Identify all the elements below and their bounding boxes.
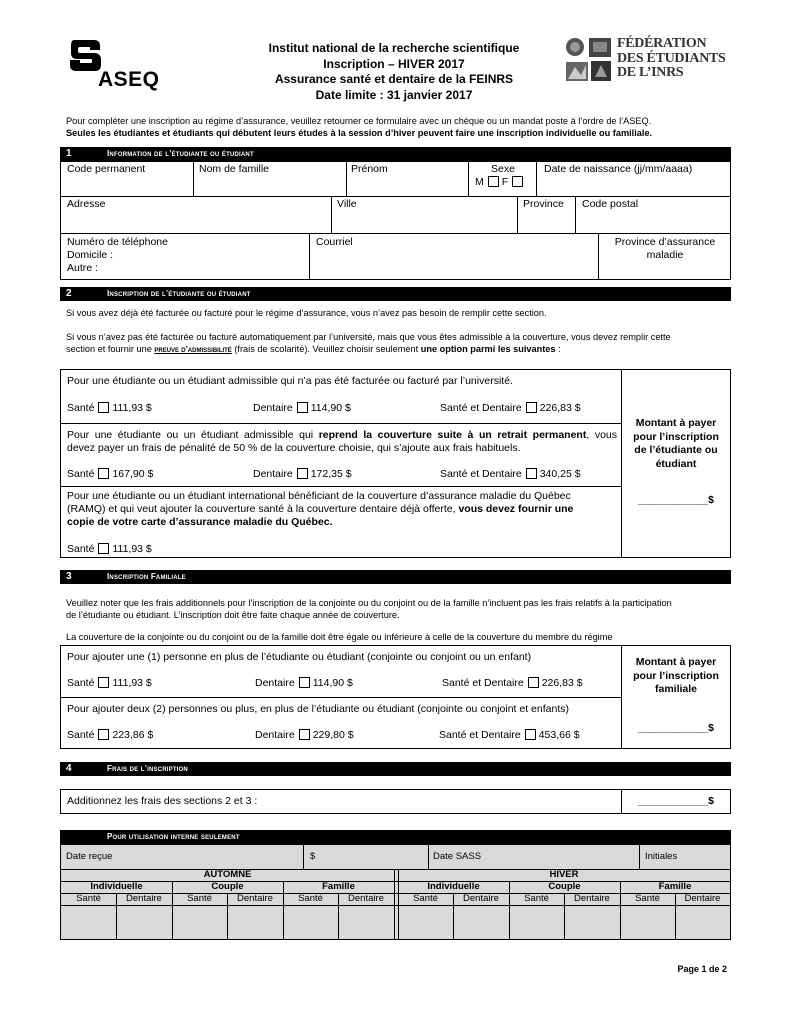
aseq-logo	[66, 38, 166, 94]
s3-opt1-sante-dentaire: Santé et Dentaire 226,83 $	[442, 677, 583, 689]
s2-amount-label: Montant à payer pour l’inscription de l’étudiante ou étudiant	[633, 417, 719, 470]
aut-famille: Famille	[322, 881, 355, 892]
sexe-f-checkbox[interactable]	[512, 176, 523, 187]
s2-opt2-dentaire: Dentaire 172,35 $	[253, 468, 352, 480]
s2-opt2-text: Pour une étudiante ou un étudiant admissible qui reprend la couverture suite à un retrait permanent, vous devez payer un frais de pénalité de 50 % de la couverture choisie, qui s’ajoute aux frais habituels.	[67, 429, 617, 454]
s2-opt1-sd-checkbox[interactable]	[526, 402, 537, 413]
fed-line-1: FÉDÉRATION	[617, 36, 707, 51]
title-line-1: Institut national de la recherche scientifique	[268, 41, 520, 55]
section-4-header	[60, 762, 731, 776]
hiv-ind-dentaire: Dentaire	[463, 893, 499, 904]
section-2-options-grid	[60, 369, 731, 558]
date-recue-label: Date reçue	[66, 851, 113, 862]
federation-logo	[565, 37, 735, 87]
prov-assurance-line-1: Province d’assurance	[614, 236, 716, 248]
province-label: Province	[523, 198, 564, 210]
code-postal-label: Code postal	[582, 198, 639, 210]
section-2-note-2b: section et fournir une preuve d’admissibilité (frais de scolarité). Veuillez choisir seulement une option parmi les suivantes :	[66, 344, 561, 354]
telephone-label: Numéro de téléphone	[67, 236, 168, 248]
hiv-cpl-sante: Santé	[524, 893, 549, 904]
section-3-options-grid	[60, 645, 731, 749]
initiales-label: Initiales	[645, 851, 678, 862]
s3-amount-field[interactable]: ____________$	[638, 722, 714, 734]
section-3-number: 3	[66, 571, 72, 582]
nom-label: Nom de famille	[199, 163, 270, 175]
s2-opt1-dentaire-checkbox[interactable]	[297, 402, 308, 413]
hiv-fam-sante: Santé	[635, 893, 660, 904]
aut-fam-dentaire: Dentaire	[348, 893, 384, 904]
aut-ind-sante: Santé	[76, 893, 101, 904]
s3-opt2-text: Pour ajouter deux (2) personnes ou plus, en plus de l’étudiante ou étudiant (conjointe ou conjoint et enfants)	[67, 703, 570, 715]
s3-opt2-dentaire: Dentaire 229,80 $	[255, 729, 354, 741]
section-4-title: Frais de l’inscription	[107, 764, 188, 773]
hiv-cpl-dentaire: Dentaire	[574, 893, 610, 904]
prov-assurance-line-2: maladie	[646, 249, 684, 261]
hiv-couple: Couple	[548, 881, 581, 892]
date-naissance-label: Date de naissance (jj/mm/aaaa)	[544, 163, 693, 175]
s2-opt1-dentaire: Dentaire 114,90 $	[253, 402, 351, 414]
aseq-logo-text: ASEQ	[98, 68, 160, 91]
sexe-m-checkbox[interactable]	[488, 176, 499, 187]
s3-opt1-dentaire-checkbox[interactable]	[299, 677, 310, 688]
sexe-label: Sexe	[491, 163, 515, 175]
internal-use-grid	[60, 844, 731, 940]
s4-total-field[interactable]: ____________$	[638, 795, 714, 807]
fed-line-3: DE L’INRS	[617, 65, 684, 80]
s2-opt2-sante-checkbox[interactable]	[98, 468, 109, 479]
hiv-ind-sante: Santé	[413, 893, 438, 904]
preuve-admissibilite-link: preuve d’admissibilité	[154, 345, 232, 354]
adresse-label: Adresse	[67, 198, 106, 210]
s2-opt1-text: Pour une étudiante ou un étudiant admissible qui n’a pas été facturée ou facturé par l’université.	[67, 375, 513, 387]
aut-couple: Couple	[211, 881, 244, 892]
s3-opt1-sd-checkbox[interactable]	[528, 677, 539, 688]
s3-amount-label: Montant à payer pour l’inscription familiale	[633, 656, 719, 695]
code-permanent-label: Code permanent	[67, 163, 146, 175]
ville-label: Ville	[337, 198, 357, 210]
domicile-label: Domicile :	[67, 249, 114, 261]
federation-logo-text	[617, 37, 726, 81]
hiver-label: HIVER	[549, 869, 579, 880]
section-2-header	[60, 287, 731, 301]
hiv-individuelle: Individuelle	[427, 881, 480, 892]
section-1-title: Information de l’étudiante ou étudiant	[107, 149, 254, 158]
aseq-logo-icon	[68, 38, 104, 72]
title-line-4: Date limite : 31 janvier 2017	[315, 87, 473, 102]
form-title	[256, 41, 532, 103]
prenom-label: Prénom	[351, 163, 388, 175]
intro-text	[66, 116, 736, 139]
sexe-options	[475, 176, 526, 189]
section-2-note-2	[66, 331, 736, 356]
hiv-famille: Famille	[658, 881, 692, 892]
s2-opt3-sante: Santé 111,93 $	[67, 543, 152, 555]
fed-line-2: DES ÉTUDIANTS	[617, 50, 726, 66]
s2-opt2-sante-dentaire: Santé et Dentaire 340,25 $	[440, 468, 581, 480]
s2-amount-field[interactable]: ____________$	[638, 494, 714, 506]
aut-cpl-dentaire: Dentaire	[237, 893, 273, 904]
section-2-title: Inscription de l’étudiante ou étudiant	[107, 289, 251, 298]
sexe-f-label: F	[501, 176, 509, 188]
s3-opt2-sd-checkbox[interactable]	[525, 729, 536, 740]
s2-opt1-sante-checkbox[interactable]	[98, 402, 109, 413]
title-line-3: Assurance santé et dentaire de la FEINRS	[274, 72, 514, 86]
section-3-note-1: Veuillez noter que les frais additionnels pour l’inscription de la conjointe ou du conjoint ou de la famille n’incluent pas les frais relatifs à la participation de l’étudiante ou étudiant. L’inscription doit être faite chaque année de couverture.	[66, 598, 672, 620]
section-3-title: Inscription Familiale	[107, 572, 186, 581]
aut-cpl-sante: Santé	[187, 893, 212, 904]
student-info-grid	[60, 161, 731, 280]
aut-individuelle: Individuelle	[90, 881, 143, 892]
aut-fam-sante: Santé	[298, 893, 323, 904]
automne-label: AUTOMNE	[203, 869, 252, 880]
s3-opt2-sante-dentaire: Santé et Dentaire 453,66 $	[439, 729, 580, 741]
section-2-number: 2	[66, 288, 72, 299]
s2-opt1-sante-dentaire: Santé et Dentaire 226,83 $	[440, 402, 581, 414]
section-2-note-1: Si vous avez déjà été facturée ou facturé pour le régime d’assurance, vous n’avez pas besoin de remplir cette section.	[66, 308, 547, 318]
s2-opt3-sante-checkbox[interactable]	[98, 543, 109, 554]
s2-opt2-sante: Santé 167,90 $	[67, 468, 154, 480]
s3-opt1-dentaire: Dentaire 114,90 $	[255, 677, 353, 689]
s2-opt1-sante: Santé 111,93 $	[67, 402, 152, 414]
s3-opt1-text: Pour ajouter une (1) personne en plus de l’étudiante ou étudiant (conjointe ou conjoint ou un enfant)	[67, 651, 532, 663]
federation-photos-icon	[565, 37, 613, 83]
section-1-header	[60, 147, 731, 161]
hiv-fam-dentaire: Dentaire	[684, 893, 721, 904]
s3-opt2-dentaire-checkbox[interactable]	[299, 729, 310, 740]
aut-ind-dentaire: Dentaire	[126, 893, 162, 904]
courriel-label: Courriel	[316, 236, 353, 248]
sexe-m-label: M	[475, 176, 484, 188]
dollar-label: $	[310, 851, 316, 862]
s4-total-text: Additionnez les frais des sections 2 et 3 :	[67, 795, 258, 807]
intro-line-2: Seules les étudiantes et étudiants qui débutent leurs études à la session d’hiver peuvent faire une inscription individuelle ou familiale.	[66, 127, 653, 138]
title-line-2: Inscription – HIVER 2017	[323, 56, 465, 71]
section-1-number: 1	[66, 148, 72, 159]
s2-opt2-sd-checkbox[interactable]	[526, 468, 537, 479]
s3-opt2-sante: Santé 223,86 $	[67, 729, 154, 741]
section-4-number: 4	[66, 763, 72, 774]
s3-opt1-sante-checkbox[interactable]	[98, 677, 109, 688]
section-4-total-grid	[60, 789, 731, 814]
section-2-note-2a: Si vous n’avez pas été facturée ou facturé automatiquement par l’université, mais que vous êtes admissible à la couverture, vous devez remplir cette	[66, 332, 671, 342]
page-number: Page 1 de 2	[677, 964, 727, 974]
s3-opt1-sante: Santé 111,93 $	[67, 677, 152, 689]
s3-opt2-sante-checkbox[interactable]	[98, 729, 109, 740]
intro-line-1: Pour compléter une inscription au régime d’assurance, veuillez retourner ce formulaire avec un chèque ou un mandat poste à l’ordre de l’ASEQ.	[66, 116, 652, 126]
province-assurance-label	[601, 236, 729, 262]
internal-title: Pour utilisation interne seulement	[107, 832, 240, 841]
section-3-note-2: La couverture de la conjointe ou du conjoint ou de la famille doit être égale ou inférieure à celle de la couverture du membre du régime	[66, 632, 613, 642]
section-3-header	[60, 570, 731, 584]
date-sass-label: Date SASS	[433, 851, 482, 862]
s2-opt2-dentaire-checkbox[interactable]	[297, 468, 308, 479]
internal-header	[60, 830, 731, 844]
s2-opt3-text: Pour une étudiante ou un étudiant international bénéficiant de la couverture d’assurance maladie du Québec (RAMQ) et qui veut ajouter la couverture santé à la couverture dentaire déjà offerte, vous devez fournir une copie de votre carte d’assurance maladie du Québec.	[67, 490, 574, 528]
autre-label: Autre :	[67, 262, 98, 274]
